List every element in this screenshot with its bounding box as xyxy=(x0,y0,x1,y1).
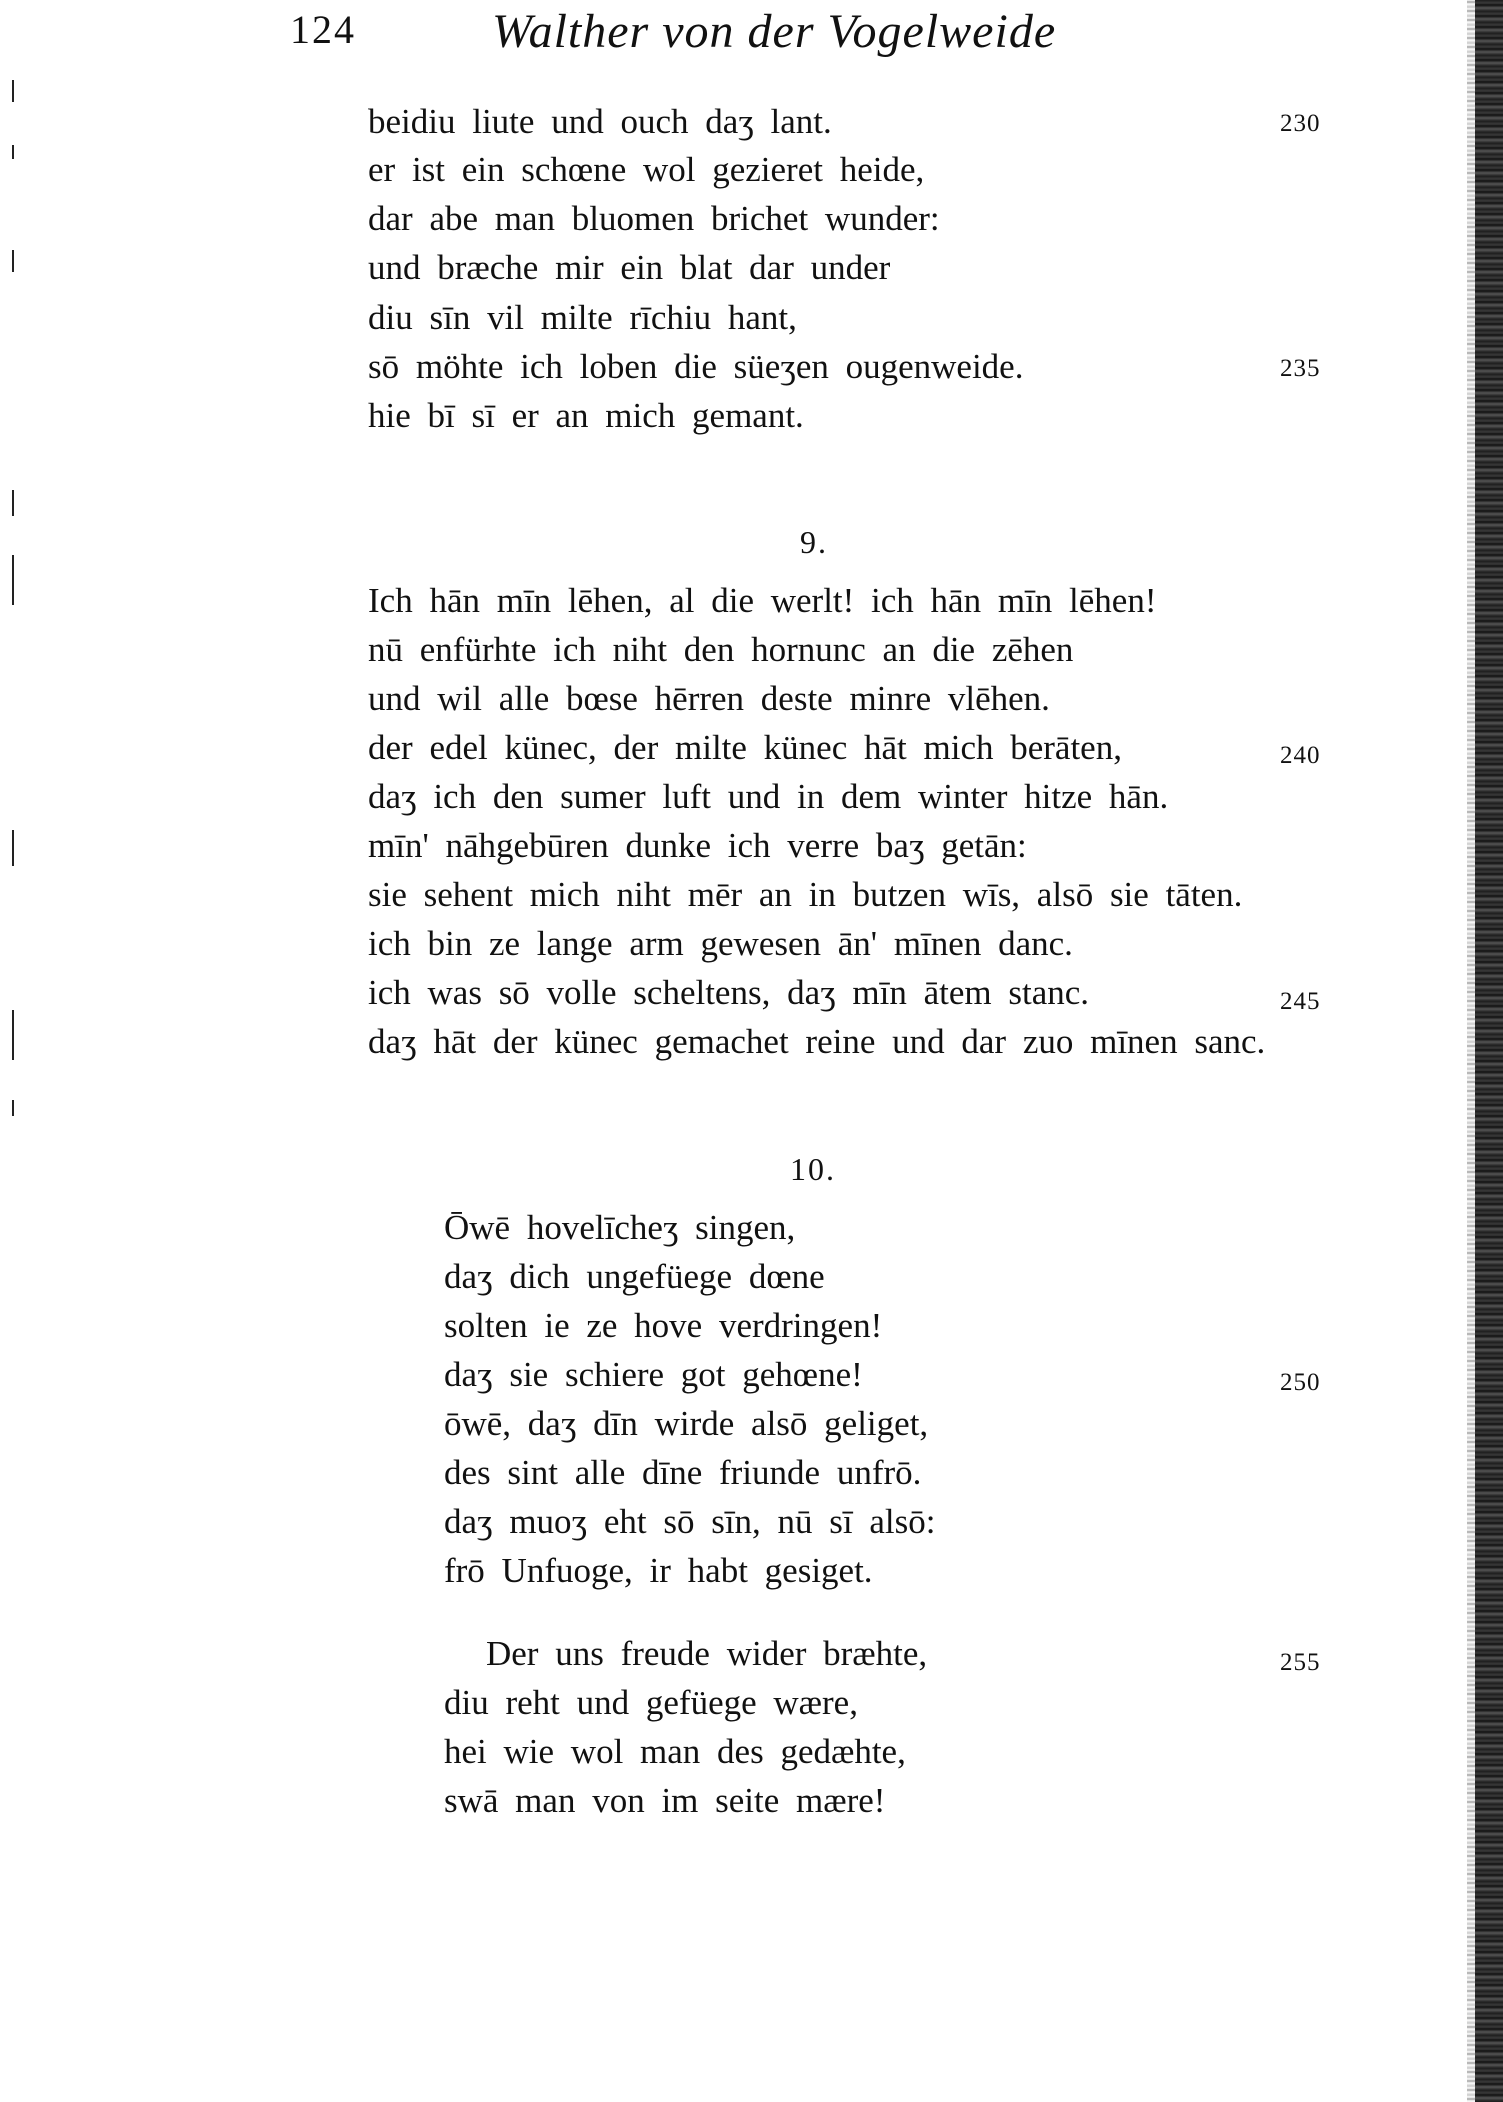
line-number: 230 xyxy=(1280,110,1321,137)
verse-line: Der uns freude wider bræhte, xyxy=(486,1634,928,1673)
verse-line: diu sīn vil milte rīchiu hant, xyxy=(368,298,797,337)
section-number: 9. xyxy=(800,524,828,560)
margin-mark xyxy=(12,250,14,272)
verse-line: nū enfürhte ich niht den hornunc an die zēhen xyxy=(368,630,1074,669)
verse-line: hie bī sī er an mich gemant. xyxy=(368,396,804,435)
verse-line: er ist ein schœne wol gezieret heide, xyxy=(368,150,925,189)
verse-line: sō möhte ich loben die süeʒen ougenweide. xyxy=(368,347,1024,386)
verse-line: Ōwē hovelīcheʒ singen, xyxy=(444,1208,796,1247)
verse-line: ich bin ze lange arm gewesen ān' mīnen danc. xyxy=(368,924,1073,963)
line-number: 255 xyxy=(1280,1649,1321,1676)
verse-line: beidiu liute und ouch daʒ lant. xyxy=(368,102,832,141)
margin-mark xyxy=(12,1010,14,1060)
verse-line: hei wie wol man des gedæhte, xyxy=(444,1732,906,1771)
binding-edge xyxy=(1467,0,1475,2102)
running-head: Walther von der Vogelweide xyxy=(492,5,1057,58)
margin-mark xyxy=(12,145,14,159)
verse-line: daʒ muoʒ eht sō sīn, nū sī alsō: xyxy=(444,1502,936,1541)
book-spine-shadow xyxy=(1475,0,1503,2102)
verse-line: mīn' nāhgebūren dunke ich verre baʒ getān: xyxy=(368,826,1027,865)
margin-mark xyxy=(12,555,14,605)
verse-line: ich was sō volle scheltens, daʒ mīn ātem stanc. xyxy=(368,973,1090,1012)
margin-mark xyxy=(12,830,14,866)
line-number: 240 xyxy=(1280,742,1321,769)
line-number: 250 xyxy=(1280,1369,1321,1396)
verse-line: der edel künec, der milte künec hāt mich berāten, xyxy=(368,728,1122,767)
verse-line: sie sehent mich niht mēr an in butzen wīs, alsō sie tāten. xyxy=(368,875,1243,914)
verse-line: solten ie ze hove verdringen! xyxy=(444,1306,883,1345)
verse-line: daʒ hāt der künec gemachet reine und dar zuo mīnen sanc. xyxy=(368,1022,1266,1061)
verse-line: und bræche mir ein blat dar under xyxy=(368,248,891,287)
verse-line: swā man von im seite mære! xyxy=(444,1781,886,1820)
verse-line: daʒ dich ungefüege dœne xyxy=(444,1257,825,1296)
margin-mark xyxy=(12,1100,14,1116)
line-number: 235 xyxy=(1280,355,1321,382)
margin-mark xyxy=(12,490,14,516)
verse-line: frō Unfuoge, ir habt gesiget. xyxy=(444,1551,873,1590)
verse-line: und wil alle bœse hērren deste minre vlēhen. xyxy=(368,679,1050,718)
verse-line: diu reht und gefüege wære, xyxy=(444,1683,858,1722)
verse-line: daʒ sie schiere got gehœne! xyxy=(444,1355,863,1394)
margin-mark xyxy=(12,80,14,102)
verse-line: daʒ ich den sumer luft und in dem winter hitze hān. xyxy=(368,777,1169,816)
section-number: 10. xyxy=(790,1151,836,1187)
page-number: 124 xyxy=(290,7,356,52)
verse-line: des sint alle dīne friunde unfrō. xyxy=(444,1453,922,1492)
line-number: 245 xyxy=(1280,988,1321,1015)
verse-line: ōwē, daʒ dīn wirde alsō geliget, xyxy=(444,1404,929,1443)
verse-line: Ich hān mīn lēhen, al die werlt! ich hān mīn lēhen! xyxy=(368,581,1157,620)
verse-line: dar abe man bluomen brichet wunder: xyxy=(368,199,940,238)
